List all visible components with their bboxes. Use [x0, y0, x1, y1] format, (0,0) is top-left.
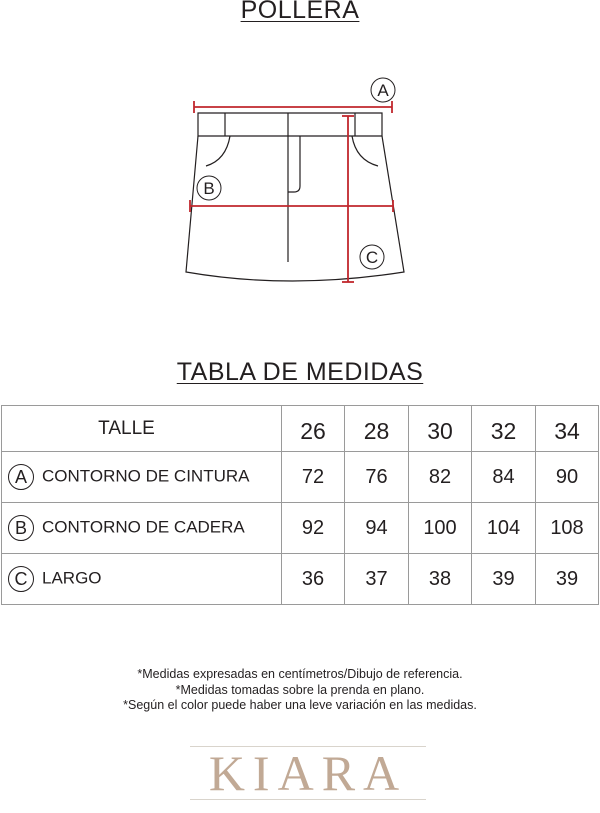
marker-c-label: C	[365, 248, 379, 267]
table-cell: 36	[282, 554, 345, 605]
table-cell: 92	[282, 503, 345, 554]
size-header: 30	[409, 406, 472, 452]
right-pocket	[352, 136, 378, 166]
skirt-diagram	[0, 0, 600, 340]
size-table	[1, 405, 599, 605]
table-cell: 38	[409, 554, 472, 605]
table-cell: 37	[345, 554, 409, 605]
table-cell: 39	[536, 554, 599, 605]
table-cell: 100	[409, 503, 472, 554]
row-label	[2, 452, 282, 503]
brand-logo: KIARA	[190, 746, 426, 800]
footnote: *Medidas expresadas en centímetros/Dibujo de referencia.	[137, 667, 463, 681]
talle-header: TALLE	[2, 406, 282, 452]
marker-b-label: B	[203, 179, 215, 198]
left-pocket	[206, 136, 230, 166]
footnote: *Según el color puede haber una leve variación en las medidas.	[123, 698, 477, 712]
table-cell: 90	[536, 452, 599, 503]
size-header: 32	[472, 406, 536, 452]
size-header: 34	[536, 406, 599, 452]
footnote: *Medidas tomadas sobre la prenda en plano.	[175, 682, 425, 697]
marker-a-badge: A	[8, 464, 34, 490]
row-label-text: CONTORNO DE CINTURA	[42, 466, 250, 486]
marker-a-label: A	[377, 81, 389, 100]
fly-stitch	[288, 136, 300, 192]
table-cell: 76	[345, 452, 409, 503]
table-row	[2, 503, 599, 554]
table-cell: 39	[472, 554, 536, 605]
row-label-text: CONTORNO DE CADERA	[42, 517, 245, 537]
table-cell: 82	[409, 452, 472, 503]
size-header: 26	[282, 406, 345, 452]
footnotes	[0, 667, 600, 714]
marker-c-badge: C	[8, 566, 34, 592]
table-header-row	[2, 406, 599, 452]
table-row	[2, 554, 599, 605]
row-label	[2, 503, 282, 554]
table-cell: 84	[472, 452, 536, 503]
page-title: POLLERA	[240, 0, 360, 24]
row-label-text: LARGO	[42, 568, 102, 588]
table-cell: 108	[536, 503, 599, 554]
marker-b-badge: B	[8, 515, 34, 541]
table-row	[2, 452, 599, 503]
table-cell: 104	[472, 503, 536, 554]
size-header: 28	[345, 406, 409, 452]
table-title: TABLA DE MEDIDAS	[176, 358, 424, 386]
table-cell: 72	[282, 452, 345, 503]
table-cell: 94	[345, 503, 409, 554]
row-label	[2, 554, 282, 605]
